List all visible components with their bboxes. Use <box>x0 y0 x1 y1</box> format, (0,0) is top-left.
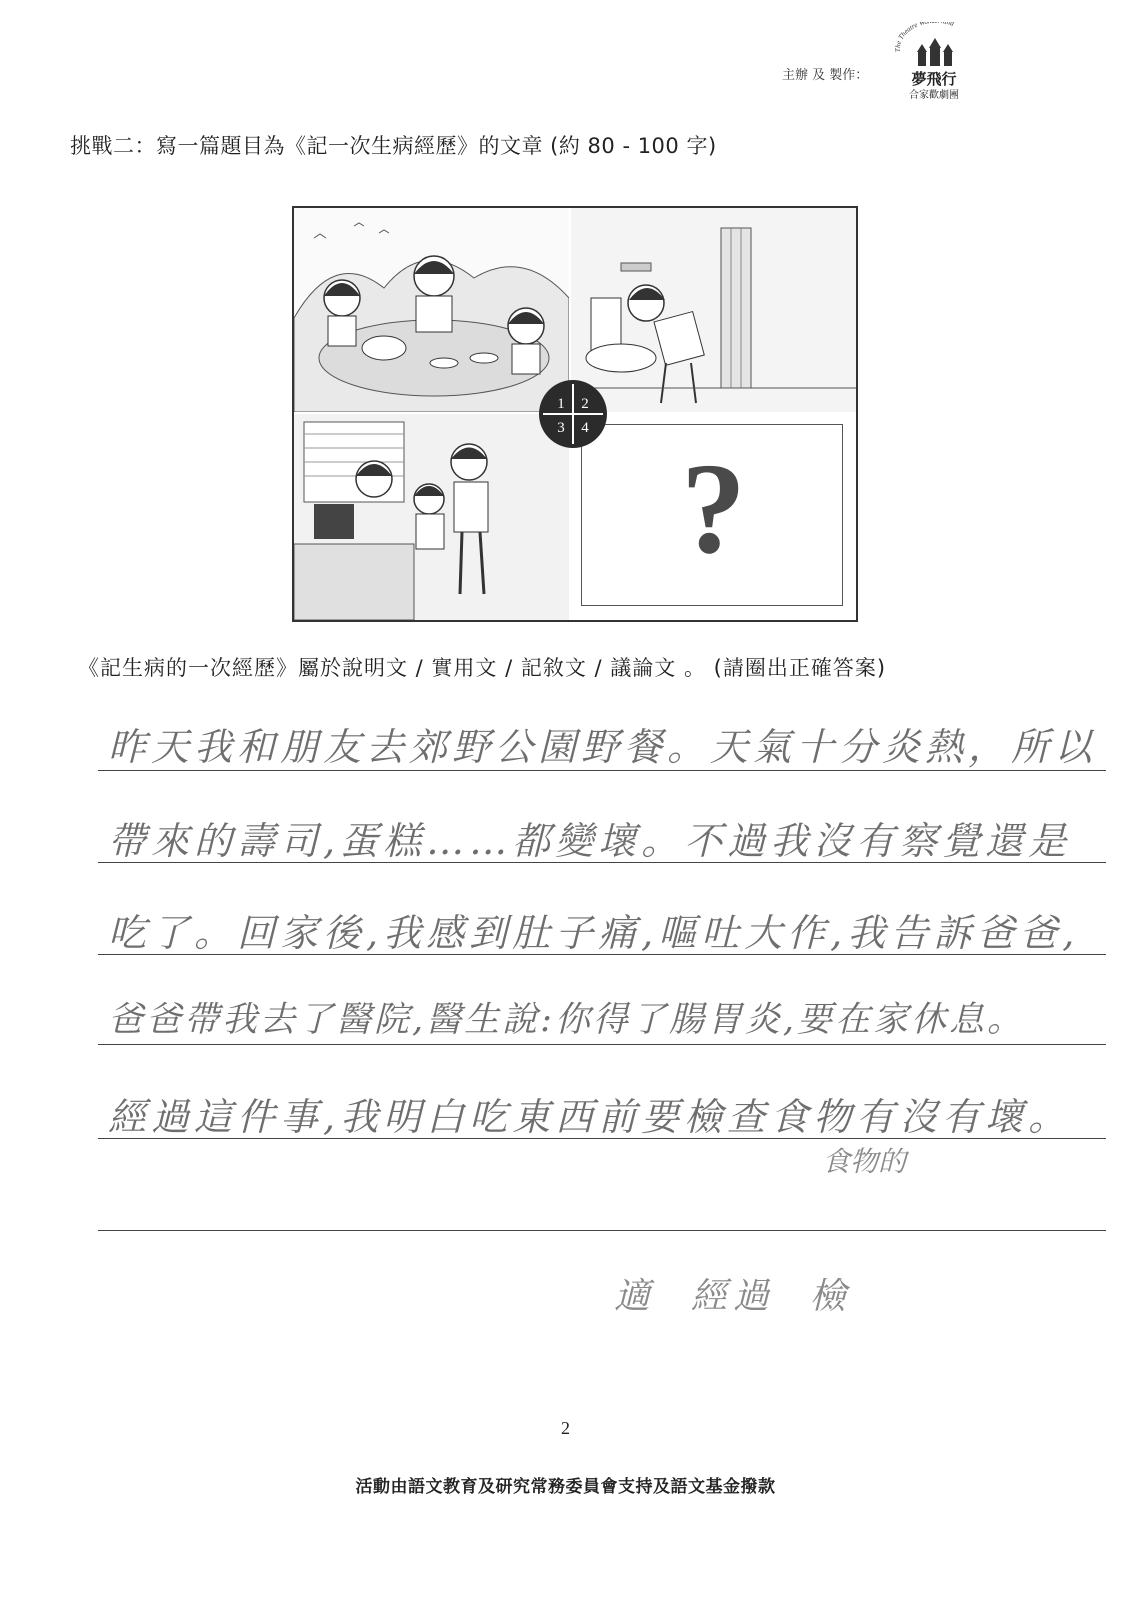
practice-words: 適 經過 檢 <box>614 1276 852 1317</box>
badge-number-2: 2 <box>581 396 589 412</box>
margin-annotation: 食物的 <box>822 1145 907 1178</box>
handwriting-line-2: 帶來的壽司,蛋糕……都變壞。不過我沒有察覺還是 <box>108 819 1072 863</box>
writing-line <box>98 1230 1106 1231</box>
writing-line <box>98 954 1106 955</box>
theatre-logo <box>892 22 976 106</box>
badge-number-1: 1 <box>557 396 565 412</box>
handwriting-line-1: 昨天我和朋友去郊野公園野餐。天氣十分炎熱，所以 <box>108 725 1098 769</box>
bathroom-illustration <box>571 208 856 412</box>
picnic-illustration <box>294 208 569 412</box>
comic-panel-unknown <box>571 414 856 620</box>
page-number: 2 <box>561 1418 570 1438</box>
classification-question: 《記生病的一次經歷》屬於說明文 / 實用文 / 記敘文 / 議論文 。 (請圈出正確答案) <box>78 656 887 680</box>
handwriting-line-5: 經過這件事,我明白吃東西前要檢查食物有沒有壞。 <box>108 1095 1072 1139</box>
comic-panel-bathroom <box>571 208 856 412</box>
handwriting-line-3: 吃了。回家後,我感到肚子痛,嘔吐大作,我告訴爸爸, <box>108 911 1080 955</box>
logo-subtitle: 合家歡劇團 <box>909 90 959 101</box>
comic-strip <box>292 206 858 622</box>
handwriting-line-4: 爸爸帶我去了醫院,醫生說:你得了腸胃炎,要在家休息。 <box>108 1000 1026 1040</box>
writing-line <box>98 1138 1106 1139</box>
writing-line <box>98 770 1106 771</box>
castle-logo-icon <box>892 22 976 106</box>
organizer-label: 主辦 及 製作： <box>782 68 869 83</box>
badge-number-4: 4 <box>581 420 589 436</box>
funding-footer: 活動由語文教育及研究常務委員會支持及語文基金撥款 <box>355 1477 776 1497</box>
challenge-title: 挑戰二：寫一篇題目為《記一次生病經歷》的文章 (約 80 - 100 字) <box>70 134 717 158</box>
question-mark-icon: ? <box>681 437 746 581</box>
panel-order-badge-icon <box>537 378 609 450</box>
writing-line <box>98 1044 1106 1045</box>
logo-arc-text: The Theatre W nd <box>893 22 956 53</box>
comic-panel-doctor <box>294 414 569 620</box>
badge-number-3: 3 <box>557 420 565 436</box>
comic-panel-picnic <box>294 208 569 412</box>
logo-name: 夢飛行 <box>911 70 957 88</box>
writing-line <box>98 862 1106 863</box>
clinic-illustration <box>294 414 569 620</box>
